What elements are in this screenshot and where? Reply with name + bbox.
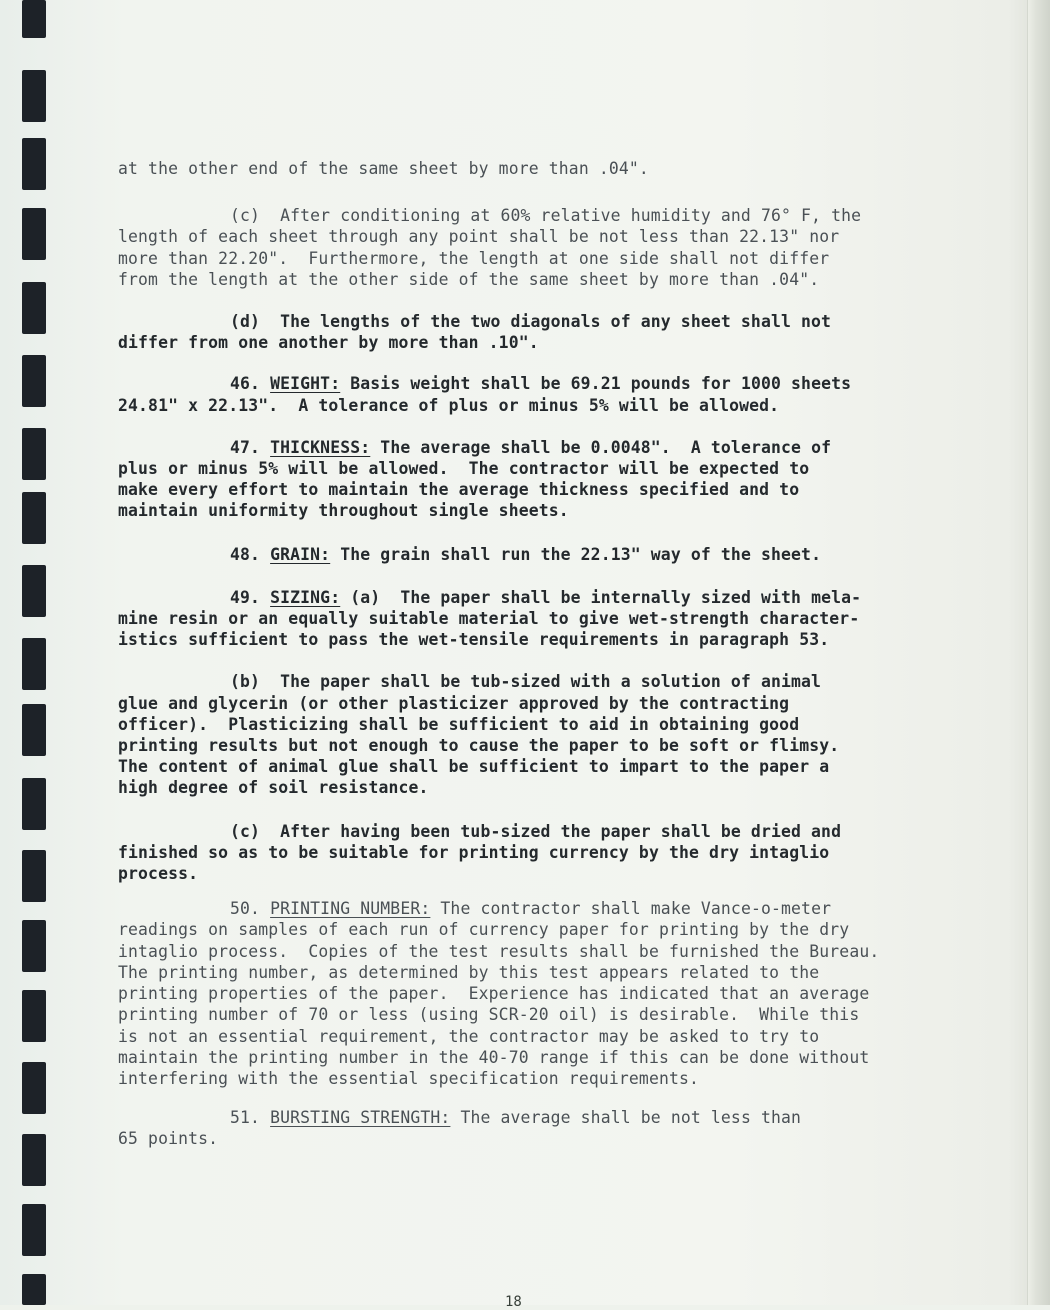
page-number: 18 — [505, 1294, 522, 1310]
binding-hole — [22, 990, 46, 1042]
text-line: is not an essential requirement, the contractor may be asked to try to — [118, 1026, 820, 1046]
binding-hole — [22, 208, 46, 260]
section-heading: SIZING: — [270, 587, 341, 607]
section-heading-text: The average shall be 0.0048". A tolerance of — [370, 437, 832, 457]
section-heading-line — [118, 544, 928, 565]
binding-hole — [22, 920, 46, 972]
paragraph-c-dried-finished — [118, 821, 928, 885]
section-heading-line — [118, 373, 928, 394]
section-number: 51. — [230, 1108, 261, 1128]
text-line: printing number of 70 or less (using SCR-20 oil) is desirable. While this — [118, 1005, 860, 1025]
binding-hole — [22, 778, 46, 830]
text-line: finished so as to be suitable for printing currency by the dry intaglio — [118, 842, 830, 862]
section-heading-line — [118, 587, 928, 608]
section-number: 47. — [230, 437, 261, 457]
paragraph-c-conditioning — [118, 205, 928, 290]
section-51-bursting-strength — [118, 1107, 928, 1149]
text-line: 65 points. — [118, 1129, 219, 1149]
binding-hole — [22, 0, 46, 38]
text-line: readings on samples of each run of currency paper for printing by the dry — [118, 920, 850, 940]
binding-hole — [22, 638, 46, 690]
text-line-content: (c) After conditioning at 60% relative humidity and 76° F, the — [230, 206, 862, 226]
section-heading-line — [118, 437, 928, 458]
section-number: 48. — [230, 544, 261, 564]
text-line: from the length at the other side of the same sheet by more than .04". — [118, 269, 820, 289]
paragraph-b-tub-sized — [118, 671, 928, 798]
spiral-binding-strip — [0, 0, 60, 1305]
section-heading-text: (a) The paper shall be internally sized with mela- — [340, 587, 862, 607]
binding-hole — [22, 70, 46, 122]
section-heading-text: Basis weight shall be 69.21 pounds for 1000 sheets — [340, 374, 852, 394]
binding-hole — [22, 1134, 46, 1186]
page-edge-shadow — [1027, 0, 1050, 1305]
text-line: maintain uniformity throughout single sheets. — [118, 501, 569, 521]
text-line: differ from one another by more than .10". — [118, 333, 539, 353]
text-line: officer). Plasticizing shall be sufficient to aid in obtaining good — [118, 714, 800, 734]
section-heading: PRINTING NUMBER: — [270, 899, 431, 919]
text-line: make every effort to maintain the average thickness specified and to — [118, 480, 800, 500]
text-line — [118, 205, 928, 226]
binding-hole — [22, 1274, 46, 1305]
section-heading: GRAIN: — [270, 544, 331, 564]
section-heading-text: The average shall be not less than — [450, 1108, 802, 1128]
document-text — [118, 158, 928, 1150]
paragraph-continued-sheet-length — [118, 158, 928, 179]
binding-hole — [22, 850, 46, 902]
section-48-grain — [118, 544, 928, 565]
text-line-content: (d) The lengths of the two diagonals of any sheet shall not — [230, 312, 832, 332]
text-line: printing properties of the paper. Experience has indicated that an average — [118, 984, 870, 1004]
section-47-thickness — [118, 437, 928, 522]
text-line — [118, 821, 928, 842]
binding-hole — [22, 704, 46, 756]
section-49-sizing — [118, 587, 928, 651]
section-heading-line — [118, 1107, 928, 1128]
paragraph-d-diagonals — [118, 311, 928, 353]
binding-hole — [22, 1204, 46, 1256]
section-heading: THICKNESS: — [270, 437, 371, 457]
text-line: more than 22.20". Furthermore, the length at one side shall not differ — [118, 248, 830, 268]
binding-hole — [22, 282, 46, 334]
text-line: 24.81" x 22.13". A tolerance of plus or minus 5% will be allowed. — [118, 395, 780, 415]
binding-hole — [22, 1062, 46, 1114]
section-number: 50. — [230, 899, 261, 919]
section-46-weight — [118, 373, 928, 415]
text-line-content: (c) After having been tub-sized the paper shall be dried and — [230, 821, 842, 841]
section-heading-line — [118, 898, 928, 919]
section-50-printing-number — [118, 898, 928, 1089]
binding-hole — [22, 355, 46, 407]
text-line: plus or minus 5% will be allowed. The contractor will be expected to — [118, 459, 810, 479]
section-heading: BURSTING STRENGTH: — [270, 1108, 451, 1128]
text-line: printing results but not enough to cause the paper to be soft or flimsy. — [118, 736, 840, 756]
binding-hole — [22, 138, 46, 190]
text-line: glue and glycerin (or other plasticizer approved by the contracting — [118, 693, 790, 713]
text-line: process. — [118, 864, 199, 884]
text-line: at the other end of the same sheet by more than .04". — [118, 159, 649, 178]
binding-hole — [22, 428, 46, 480]
text-line: high degree of soil resistance. — [118, 778, 429, 798]
text-line: maintain the printing number in the 40-70 range if this can be done without — [118, 1047, 870, 1067]
text-line: The content of animal glue shall be sufficient to impart to the paper a — [118, 757, 830, 777]
text-line: The printing number, as determined by this test appears related to the — [118, 962, 820, 982]
text-line — [118, 311, 928, 332]
text-line: interfering with the essential specification requirements. — [118, 1068, 700, 1088]
text-line — [118, 671, 928, 692]
section-heading: WEIGHT: — [270, 374, 341, 394]
section-number: 46. — [230, 374, 261, 394]
text-line-content: (b) The paper shall be tub-sized with a solution of animal — [230, 672, 822, 692]
section-heading-text: The contractor shall make Vance-o-meter — [430, 899, 832, 919]
binding-hole — [22, 565, 46, 617]
text-line: mine resin or an equally suitable material to give wet-strength character- — [118, 609, 860, 629]
text-line: istics sufficient to pass the wet-tensile requirements in paragraph 53. — [118, 630, 830, 650]
text-line: intaglio process. Copies of the test results shall be furnished the Bureau. — [118, 941, 880, 961]
binding-hole — [22, 492, 46, 544]
section-heading-text: The grain shall run the 22.13" way of the sheet. — [330, 544, 822, 564]
text-line: length of each sheet through any point shall be not less than 22.13" nor — [118, 227, 840, 247]
section-number: 49. — [230, 587, 261, 607]
